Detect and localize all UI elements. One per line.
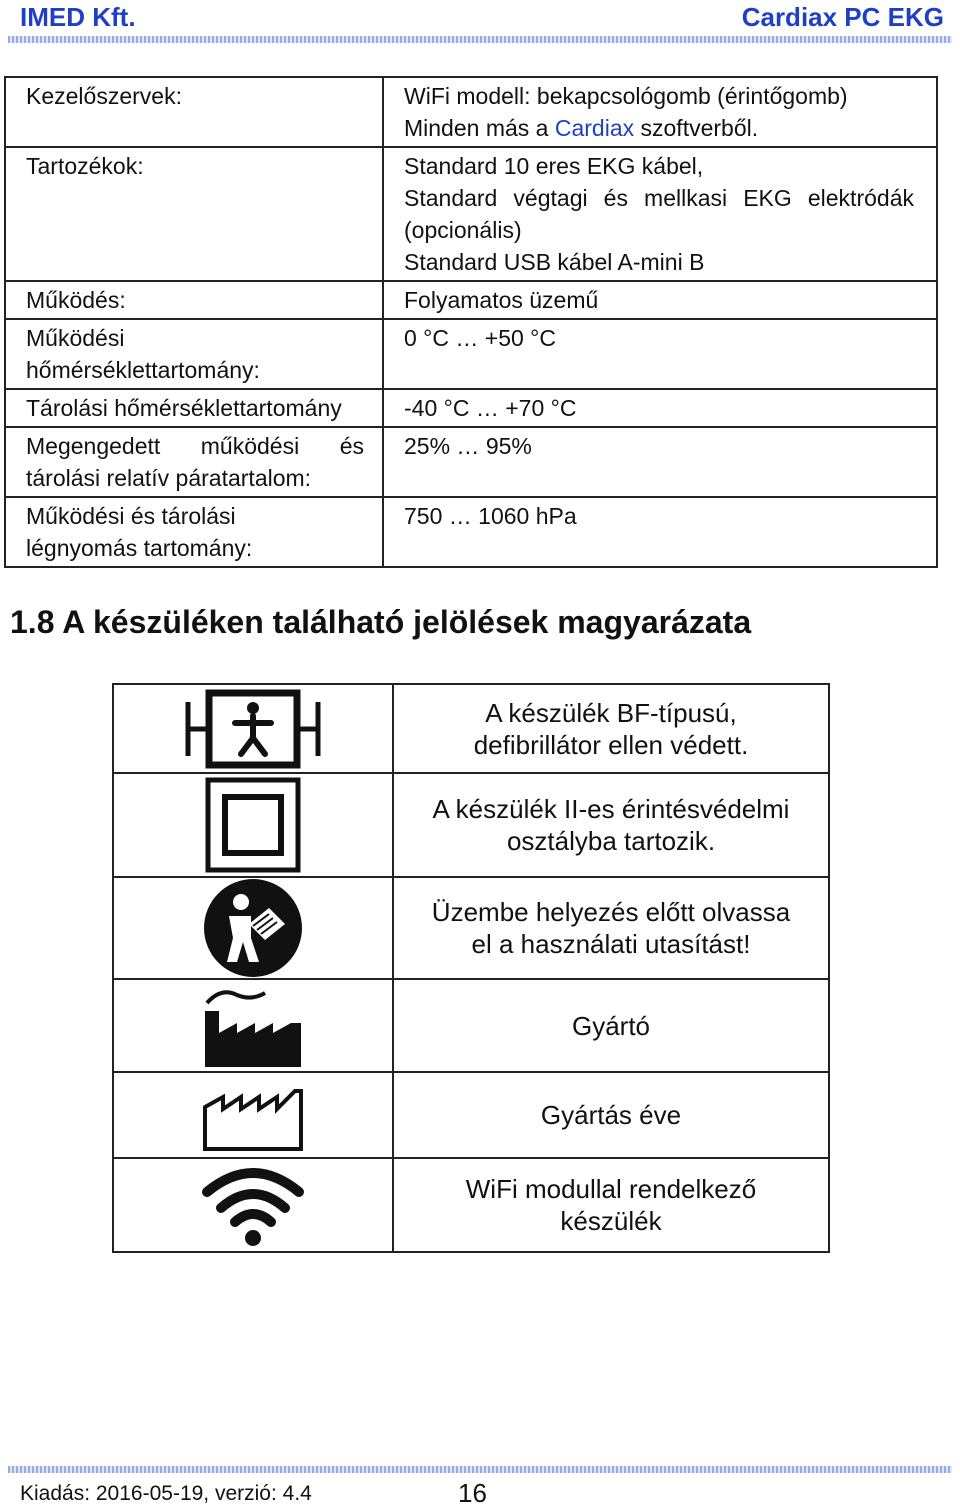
spec-row-operating-temp [5,319,937,389]
spec-value: 25% … 95% [383,427,937,497]
mark-row [113,877,829,979]
mark-text-line: Gyártó [571,1010,651,1041]
spec-key: Működés: [5,281,383,319]
spec-value: Folyamatos üzemű [383,281,937,319]
manufacture-date-factory-icon [201,1079,305,1151]
spec-value: Standard 10 eres EKG kábel, Standard végtagi és mellkasi EKG elektródák (opcionális) Standard USB kábel A-mini B [383,147,937,281]
spec-key: Kezelőszervek: [5,77,383,147]
mark-row [113,979,829,1072]
page-number: 16 [458,1478,487,1508]
header-rule [8,36,952,43]
spec-value: 0 °C … +50 °C [383,319,937,389]
mark-text-line: defibrillátor ellen védett. [473,729,749,760]
manufacturer-factory-icon [201,983,305,1069]
spec-row-storage-temp [5,389,937,427]
spec-value: 750 … 1060 hPa [383,497,937,567]
mark-text-line: Gyártás éve [540,1100,682,1130]
spec-row-humidity [5,427,937,497]
mark-text-line: készülék [560,1206,662,1236]
footer-rule [8,1466,952,1473]
spec-row-pressure [5,497,937,567]
spec-row-operation [5,281,937,319]
mark-row [113,1158,829,1252]
mark-text-line: A készülék BF-típusú, [485,697,737,728]
spec-key: Tárolási hőmérséklettartomány [5,389,383,427]
bf-defibrillation-proof-icon [183,688,323,770]
mark-text-line: WiFi modullal rendelkező [465,1174,757,1204]
spec-key: Megengedett működési és tárolási relatív páratartalom: [5,427,383,497]
specs-table [4,76,938,568]
spec-key: Működési hőmérséklettartomány: [5,319,383,389]
class-ii-double-square-icon [205,777,301,873]
company-name: IMED Kft. [20,2,136,32]
edition-info: Kiadás: 2016-05-19, verzió: 4.4 [20,1482,312,1505]
spec-value: WiFi modell: bekapcsológomb (érintőgomb) Minden más a Cardiax szoftverből. [383,77,937,147]
spec-row-controls [5,77,937,147]
cardiax-link: Cardiax [554,115,635,141]
section-title: 1.8 A készüléken található jelölések magyarázata [10,604,752,640]
markings-table [112,683,830,1253]
spec-key: Működési és tárolási légnyomás tartomány: [5,497,383,567]
mark-row [113,1072,829,1158]
spec-value: -40 °C … +70 °C [383,389,937,427]
mark-row [113,773,829,877]
page-header [0,0,960,46]
mark-text-line: A készülék II-es érintésvédelmi [432,794,790,824]
spec-row-accessories [5,147,937,281]
spec-key: Tartozékok: [5,147,383,281]
mark-text-line: osztályba tartozik. [506,826,716,856]
product-name: Cardiax PC EKG [741,2,944,32]
wifi-icon [201,1162,305,1248]
mark-row [113,684,829,773]
mark-text-line: el a használati utasítást! [471,929,751,959]
mark-text-line: Üzembe helyezés előtt olvassa [431,897,791,927]
read-manual-icon [203,878,303,978]
